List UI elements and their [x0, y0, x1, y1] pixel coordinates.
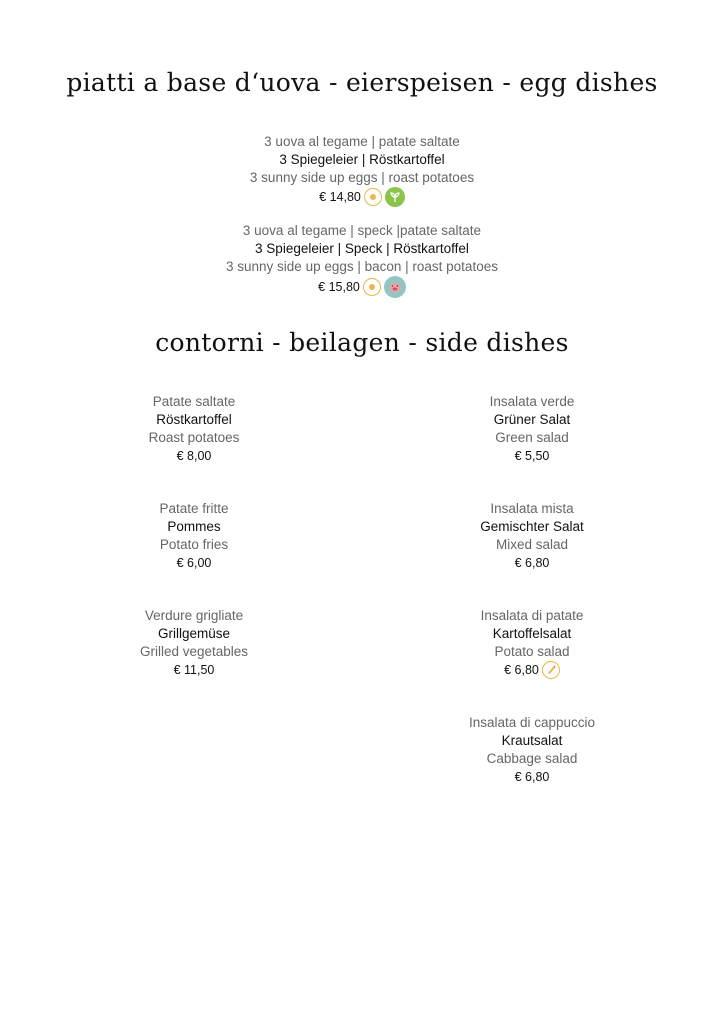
item-price: € 8,00: [176, 449, 212, 463]
menu-item: [432, 714, 632, 786]
item-price: € 6,80: [514, 770, 550, 784]
menu-item: [94, 607, 294, 679]
item-name-it: Insalata mista: [490, 501, 574, 516]
menu-item: [432, 500, 632, 572]
item-name-it: 3 uova al tegame | patate saltate: [264, 134, 460, 149]
item-name-de: Krautsalat: [501, 733, 563, 748]
item-name-en: Potato salad: [494, 644, 570, 659]
side-dishes-title: contorni - beilagen - side dishes: [155, 328, 569, 357]
item-name-de: 3 Spiegeleier | Röstkartoffel: [279, 152, 445, 167]
item-name-it: Insalata di cappuccio: [468, 715, 596, 730]
item-name-en: Potato fries: [159, 537, 229, 552]
item-name-de: Röstkartoffel: [156, 412, 232, 427]
item-price: € 15,80: [318, 280, 360, 294]
menu-item: [162, 222, 562, 298]
item-name-de: Pommes: [167, 519, 221, 534]
item-name-de: Gemischter Salat: [480, 519, 584, 534]
menu-item: [432, 393, 632, 465]
item-name-it: Patate saltate: [152, 394, 236, 409]
egg-dishes-title: piatti a base d‘uova - eierspeisen - egg dishes: [66, 68, 658, 97]
menu-item: [94, 500, 294, 572]
item-name-en: Cabbage salad: [486, 751, 578, 766]
item-name-it: Insalata verde: [489, 394, 575, 409]
item-name-de: Grillgemüse: [157, 626, 231, 641]
item-name-it: Insalata di patate: [480, 608, 584, 623]
item-name-de: 3 Spiegeleier | Speck | Röstkartoffel: [255, 241, 469, 256]
item-price: € 6,80: [504, 663, 539, 677]
item-price: € 11,50: [173, 663, 215, 677]
item-name-de: Kartoffelsalat: [492, 626, 572, 641]
item-price: € 6,80: [514, 556, 550, 570]
egg-icon: [363, 278, 381, 296]
menu-item: [432, 607, 632, 679]
item-price: € 5,50: [514, 449, 550, 463]
item-name-en: 3 sunny side up eggs | roast potatoes: [249, 170, 475, 185]
vegetarian-icon: [385, 187, 405, 207]
item-name-en: Green salad: [495, 430, 569, 445]
item-name-en: Grilled vegetables: [139, 644, 249, 659]
item-name-de: Grüner Salat: [493, 412, 571, 427]
menu-item: [94, 393, 294, 465]
item-price: € 14,80: [319, 190, 361, 204]
item-price: € 6,00: [176, 556, 212, 570]
pork-icon: [384, 276, 406, 298]
item-name-it: Patate fritte: [159, 501, 229, 516]
item-name-en: 3 sunny side up eggs | bacon | roast potatoes: [226, 259, 498, 274]
item-name-it: 3 uova al tegame | speck |patate saltate: [242, 223, 482, 238]
menu-item: [162, 133, 562, 207]
item-name-en: Mixed salad: [495, 537, 569, 552]
item-name-en: Roast potatoes: [148, 430, 240, 445]
egg-icon: [364, 188, 382, 206]
mustard-icon: [542, 661, 560, 679]
item-name-it: Verdure grigliate: [144, 608, 244, 623]
